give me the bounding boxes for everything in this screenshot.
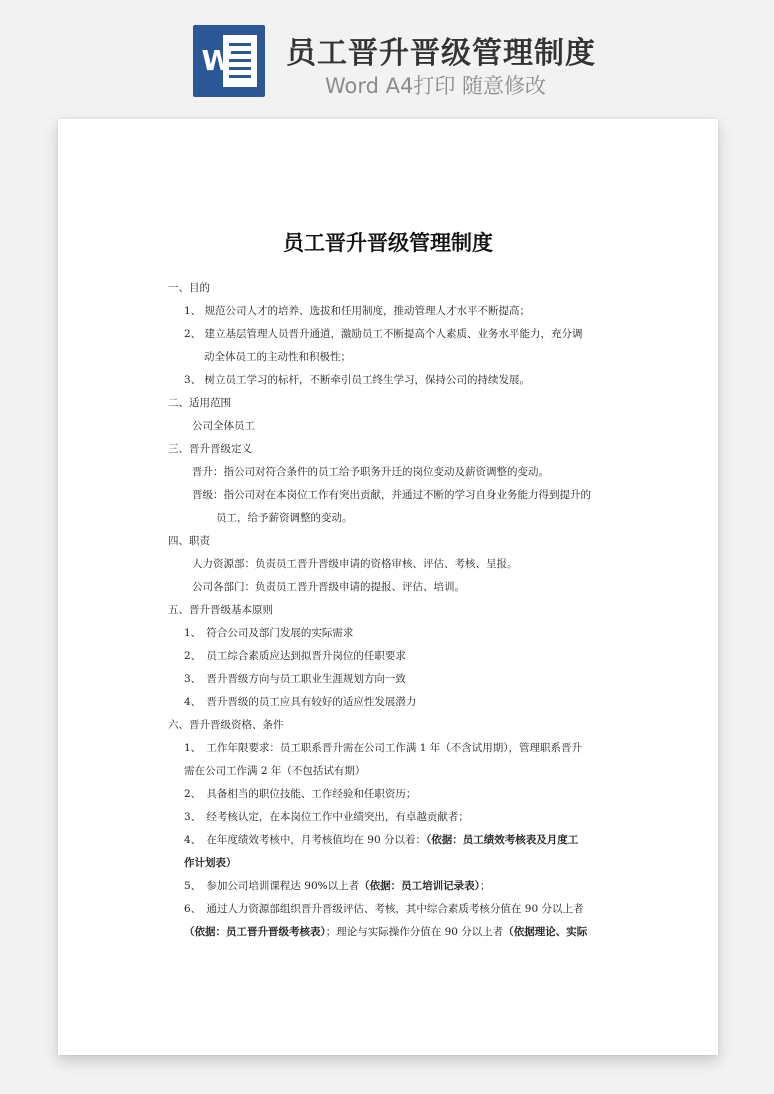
section-heading: 五、晋升晋级基本原则: [168, 604, 273, 616]
paragraph: 公司全体员工: [192, 420, 255, 432]
header: [0, 0, 774, 110]
section-heading: 一、目的: [168, 282, 210, 294]
principle-item: 1、 符合公司及部门发展的实际需求: [184, 627, 354, 639]
definition-continuation: 员工，给予薪资调整的变动。: [216, 512, 353, 524]
section-heading: 二、适用范围: [168, 397, 231, 409]
condition-item: 1、 工作年限要求：员工职系晋升需在公司工作满 1 年（不含试用期），管理职系晋升: [184, 742, 583, 754]
condition-continuation: 作计划表）: [184, 857, 237, 869]
section-heading: 四、职责: [168, 535, 210, 547]
condition-item: [168, 829, 608, 852]
principle-item: 3、 晋升晋级方向与员工职业生涯规划方向一致: [184, 673, 406, 685]
principle-item: 4、 晋升晋级的员工应具有较好的适应性发展潜力: [184, 696, 417, 708]
list-item: 2、 建立基层管理人员晋升通道，激励员工不断提高个人素质、业务水平能力，充分调: [184, 328, 583, 340]
word-icon: [193, 25, 265, 97]
condition-item: 3、 经考核认定，在本岗位工作中业绩突出，有卓越贡献者；: [184, 811, 469, 823]
section-heading: 三、晋升晋级定义: [168, 443, 252, 455]
condition-text: ；理论与实际操作分值在 90 分以上者: [325, 926, 504, 938]
list-item-continuation: 动全体员工的主动性和积极性；: [204, 351, 351, 363]
condition-text: 4、 在年度绩效考核中，月考核值均在 90 分以着：: [184, 834, 426, 846]
definition: 晋升：指公司对符合条件的员工给予职务升迁的岗位变动及薪资调整的变动。: [192, 466, 549, 478]
document-title: 员工晋升晋级管理制度: [283, 230, 493, 255]
condition-basis: （依据：员工培训记录表）: [359, 880, 480, 892]
condition-continuation: 需在公司工作满 2 年（不包括试有期）: [184, 765, 366, 777]
word-letter: W: [201, 44, 233, 77]
condition-item: [168, 875, 608, 898]
condition-item: 2、 具备相当的职位技能、工作经验和任职资历；: [184, 788, 417, 800]
condition-basis: （依据：员工晋升晋级考核表）: [184, 926, 326, 938]
condition-text: ；: [479, 880, 491, 892]
condition-continuation: [168, 921, 608, 944]
document-body: [168, 277, 608, 944]
list-item: 1、 规范公司人才的培养、选拔和任用制度，推动管理人才水平不断提高；: [184, 305, 531, 317]
definition: 晋级：指公司对在本岗位工作有突出贡献，并通过不断的学习自身业务能力得到提升的: [192, 489, 591, 501]
duty-item: 公司各部门：负责员工晋升晋级申请的提报、评估、培训。: [192, 581, 465, 593]
list-item: 3、 树立员工学习的标杆，不断牵引员工终生学习，保持公司的持续发展。: [184, 374, 531, 386]
condition-text: 5、 参加公司培训课程达 90%以上者: [184, 880, 360, 892]
duty-item: 人力资源部：负责员工晋升晋级申请的资格审核、评估、考核、呈报。: [192, 558, 518, 570]
document-page: [58, 119, 718, 1055]
condition-basis: （依据理论、实际: [503, 926, 588, 938]
condition-item: 6、 通过人力资源部组织晋升晋级评估、考核，其中综合素质考核分值在 90 分以上者: [184, 903, 584, 915]
header-subtitle: Word A4打印 随意修改: [325, 74, 547, 98]
header-title: 员工晋升晋级管理制度: [286, 36, 596, 71]
section-heading: 六、晋升晋级资格、条件: [168, 719, 284, 731]
principle-item: 2、 员工综合素质应达到拟晋升岗位的任职要求: [184, 650, 406, 662]
condition-basis: （依据：员工绩效考核表及月度工: [425, 834, 579, 846]
